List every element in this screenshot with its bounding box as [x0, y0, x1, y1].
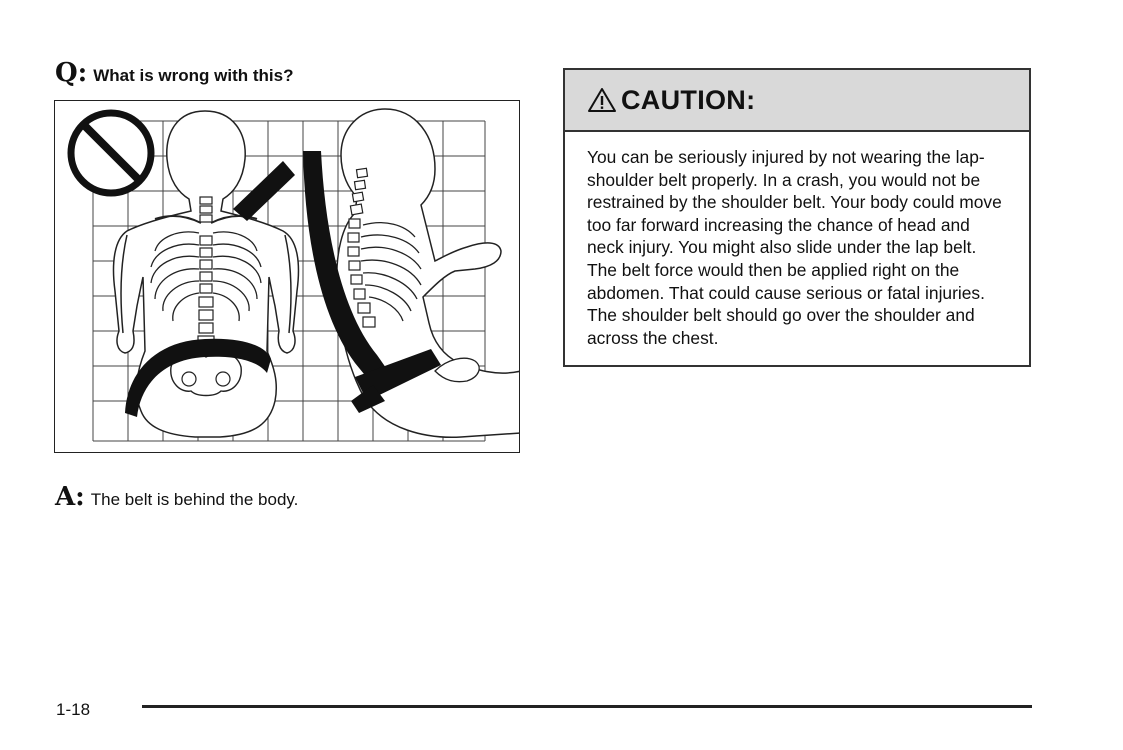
- seatbelt-drawing: [55, 101, 520, 453]
- answer-text: The belt is behind the body.: [90, 490, 299, 509]
- question-label: Q:: [55, 58, 88, 88]
- answer-line: [55, 482, 298, 512]
- caution-box: [563, 68, 1031, 367]
- no-symbol-icon: [71, 113, 151, 193]
- seatbelt-illustration: [54, 100, 520, 453]
- footer-rule: [142, 705, 1032, 708]
- caution-header: [565, 70, 1029, 132]
- caution-body-text: You can be seriously injured by not wearing the lap-shoulder belt properly. In a crash, you would not be restrained by the shoulder belt. Your body could move too far forward increasing the chance of head and neck injury. You might also slide under the lap belt. The belt force would then be applied right on the abdomen. That could cause serious or fatal injuries. The shoulder belt should go over the shoulder and across the chest.: [587, 147, 1002, 348]
- warning-triangle-icon: [587, 86, 617, 114]
- caution-title: CAUTION:: [621, 84, 756, 115]
- question-text: What is wrong with this?: [93, 66, 294, 85]
- page-number: 1-18: [56, 700, 91, 719]
- question-line: [55, 58, 293, 92]
- answer-label: A:: [55, 482, 85, 512]
